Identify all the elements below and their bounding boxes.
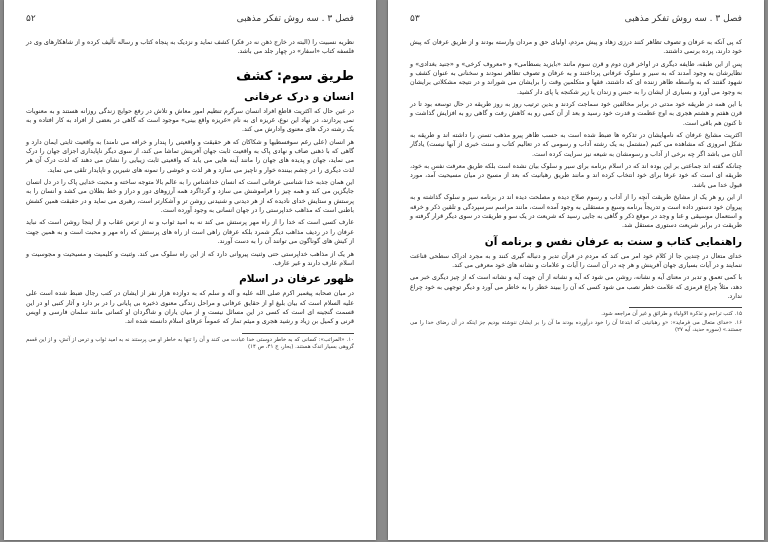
footnote: ۱۵. کتب تراجم و تذکرة الاولیاء و طرائق و غیر آن مراجعه شود. — [601, 311, 742, 318]
subsection-heading: راهنمایی کتاب و سنت به عرفان نفس و برنامه آن — [484, 235, 742, 248]
footnote-divider — [242, 333, 354, 334]
paragraph: از این رو هر یک از مشایخ طریقت آنچه را از آداب و رسوم صلاح دیده و مصلحت دیده اند در برنامه سیر و سلوک گذاشته و به پیروان خود دستور داده است و تدریجاً برنامه وسیع و مستقلی به وجود آمده است، مانند مراسم سرسپردگی و تلقین ذکر و خرقه و استعمال موسیقی و غنا و وجد در موقع ذکر و گاهی به جایی رسید که شریعت در یک سو و طریقت در سوی دیگر قرار گرفته و طریقت در برابر شریعت دستوری مستقل شد. — [410, 194, 742, 230]
paragraph: هر یک از مذاهب خداپرستی حتی وثنیت پیروانی دارد که از این راه سلوک می کند. وثنیت و کلیمیت و مسیحیت و مجوسیت و اسلام عارف دارند و غیر عارف. — [26, 250, 354, 267]
subsection-heading: ظهور عرفان در اسلام — [239, 273, 354, 286]
paragraph: با کمی تعمق و تدبر در معنای آیه و نشانه، روشن می شود که آیه و نشانه از آن جهت آیه و نشانه است که از چیز دیگری خبر می دهد، مثلاً چراغ قرمزی که علامت خطر نصب می شود کسی که آن را ببیند خطر را به خاطر می آورد و دیگر توجهی به خود چراغ ندارد. — [410, 274, 742, 300]
page-header — [26, 14, 354, 28]
right-page — [388, 0, 764, 540]
paragraph: در عین حال که اکثریت قاطع افراد انسان سرگرم تنظیم امور معاش و تلاش در رفع حوایج زندگی روزانه هستند و به معنویات نمی پردازند، در نهاد این نوع، غریزه ای به نام «غریزه واقع بینی» موجود است که گاهی در بعضی از افراد به کار افتاده و به یک رشته درک های معنوی وادارش می کند. — [26, 107, 354, 134]
chapter-header: فصل ۳ . سه روش تفکر مذهبی — [624, 14, 742, 24]
footnote: ۱۰. «المراتب»: کسانی که به خاطر دوستی خدا عبادت می کنند و آن را تنها به خاطر او می پرستند نه به امید ثواب و ترس از آتش، و از این قسم گروهی بسیار اندک هستند. (بحار، ج ۴۱، ص ۱۴) — [26, 336, 354, 351]
paragraph: خدای متعال در چندین جا از کلام خود امر می کند که مردم در قرآن تدبر و دنباله گیری کنند و به مجرد ادراک سطحی قناعت ننمایند و در آیات بسیاری جهان آفرینش و هر چه در آن است را آیات و علامات و نشانه های خود معرفی می کند. — [410, 252, 742, 269]
paragraph: نظریه نسبیت را (البته در خارج ذهن نه در فکر) کشف نماید و نزدیک به پنجاه کتاب و رساله تألیف کرده و از شاهکارهای وی در فلسفه کتاب «اسفار» در چهار جلد می باشد. — [26, 39, 354, 56]
paragraph: چنانکه گفته اند جماعتی بر این بوده اند که در اسلام برنامه برای سیر و سلوک بیان نشده است بلکه طریق معرفت نفس به خود، طریقه ای است که خود عرفا برای خود انتخاب کرده اند و مانند طریق رهبانیت که بعد از مسیح در میان مسیحیت آمد، مورد قبول خدا می باشد. — [410, 163, 742, 189]
chapter-header: فصل ۳ . سه روش تفکر مذهبی — [236, 14, 354, 24]
subsection-heading: انسان و درک عرفانی — [244, 90, 354, 103]
paragraph: هر انسان (علی رغم سوفسطیها و شکاکان که هر حقیقت و واقعیتی را پندار و خرافه می نامند) به واقعیت ثابتی ایمان دارد و گاهی که با ذهنی صاف و نهادی پاک به واقعیت ثابت جهان آفرینش تماشا می کند، از سوی دیگر ناپایداری اجزای جهان را درک می نماید، جهان و پدیده های جهان را مانند آینه هایی می یابد که واقعیتی ثابت زیبایی را نشان می دهند که لذت درک آن هر لذت دیگری را در چشم بیننده خوار و ناچیز می سازد و هر لذت و خوشی را نمونه های شیرین و ناپایدار تلقی می نماید. — [26, 138, 354, 174]
section-heading: طریق سوم: کشف — [236, 68, 354, 84]
page-body — [26, 38, 354, 526]
paragraph: عارف کسی است که خدا را از راه مهر پرستش می کند نه به امید ثواب و نه از ترس عقاب و از اینجا روشن است که نباید عرفان را در ردیف مذاهب دیگر شمرد بلکه عرفان راهی است از راه های پرستش که راه مهر و محبت است و به همین جهت از کیش های گوناگون می توانند آن را به دست آورند. — [26, 219, 354, 246]
page-number: ۵۲ — [26, 14, 36, 24]
paragraph: در میان صحابه پیغمبر اکرم صلی الله علیه و آله و سلم که به دوازده هزار نفر از ایشان در کتب رجال ضبط شده است علی علیه السلام است که بیان بلیغ او از حقایق عرفانی و مراحل زندگی معنوی ذخیره بی پایانی را در بر دارد و آثار کتبی او در این قسمت گنجینه ای است که کسی در این مسائل نیست و از میان یاران و شاگردان او کسانی مانند سلمان فارسی و اویس قرنی و کمیل بن زیاد و رشید هجری و میثم تمار که عموماً عرفای اسلام دانسته شده اند. — [26, 290, 354, 326]
footnote: ۱۶. «خدای متعال می فرماید»: «و رهبانیتی که ابتدعا آن را خود درآورده بودند ما آن را بر ایشان ننوشته بودیم جز اینکه در آن رضای خدا را می جستند.» (سوره حدید، آیه ۲۷) — [410, 319, 742, 334]
page-body — [410, 38, 742, 526]
page-header — [410, 14, 742, 28]
page-number: ۵۳ — [410, 14, 420, 24]
paragraph: که پی آنکه به عرفان و تصوف تظاهر کنند درزی زهاد و پیش مردم، اولیای حق و مردان وارسته بودند و از طریق عرفان که پیش خود دارند، پرده برنمی داشتند. — [410, 39, 742, 56]
paragraph: این همان جذبه خدا شناسی عرفانی است که انسان خداشناس را به عالم بالا متوجه ساخته و محبت خدایی پاک را در دل انسان جایگزین می کند و همه چیز را فراموشش می سازد و گرداگرد همه آرزوهای دور و دراز و خط بطلان می کشد و انسان را به پرستش و ستایش خدای نادیده که از هر دیدنی و شنیدنی روشن تر و آشکارتر است، رهبری می نماید و در حقیقت همین کشش باطنی است که مذاهب خداپرستی را در جهان انسانی به وجود آورده است. — [26, 179, 354, 215]
paragraph: با این همه در طریقه خود مدتی در برابر مخالفین خود سماجت کردند و بدین ترتیب روز به روز طریقه در حال توسعه بود تا در قرن هفتم و هشتم هجری به اوج عظمت و قدرت خود رسید و بعد از آن کمی رو به کاهش رفت و گاهی رو به افزایش گذاشت و تا کنون هم باقی است. — [410, 101, 742, 127]
paragraph: اکثریت مشایخ عرفان که نامهایشان در تذکره ها ضبط شده است به حسب ظاهر پیرو مذهب تسنن را داشته اند و طریقه به شکل امروزی که مشاهده می کنیم (مشتمل به یک رشته آداب و رسومی که در تعالیم کتاب و سنت خبری از آنها نیست) یادگار آنان می باشد اگر چه برخی از آداب و رسومشان به شیعه نیز سرایت کرده است. — [410, 132, 742, 158]
left-page — [4, 0, 376, 540]
footnote-divider — [629, 307, 742, 308]
paragraph: پس از این طبقه، طایفه دیگری در اواخر قرن دوم و قرن سوم مانند «بایزید بسطامی» و «معروف کرخی» و «جنید بغدادی» و نظایرشان به وجود آمدند که به سیر و سلوک عرفانی پرداختند و به عرفان و تصوف تظاهر نمودند و سخنانی به عنوان کشف و شهود گفتند که به واسطه ظاهر زننده ای که داشتند، فقها و متکلمین وقت را برایشان می شوراند و در نتیجه مشکلاتی برایشان به وجود می آورد و بسیاری از ایشان را به حبس و زندان یا زیر شکنجه یا پای دار کشید. — [410, 60, 742, 96]
